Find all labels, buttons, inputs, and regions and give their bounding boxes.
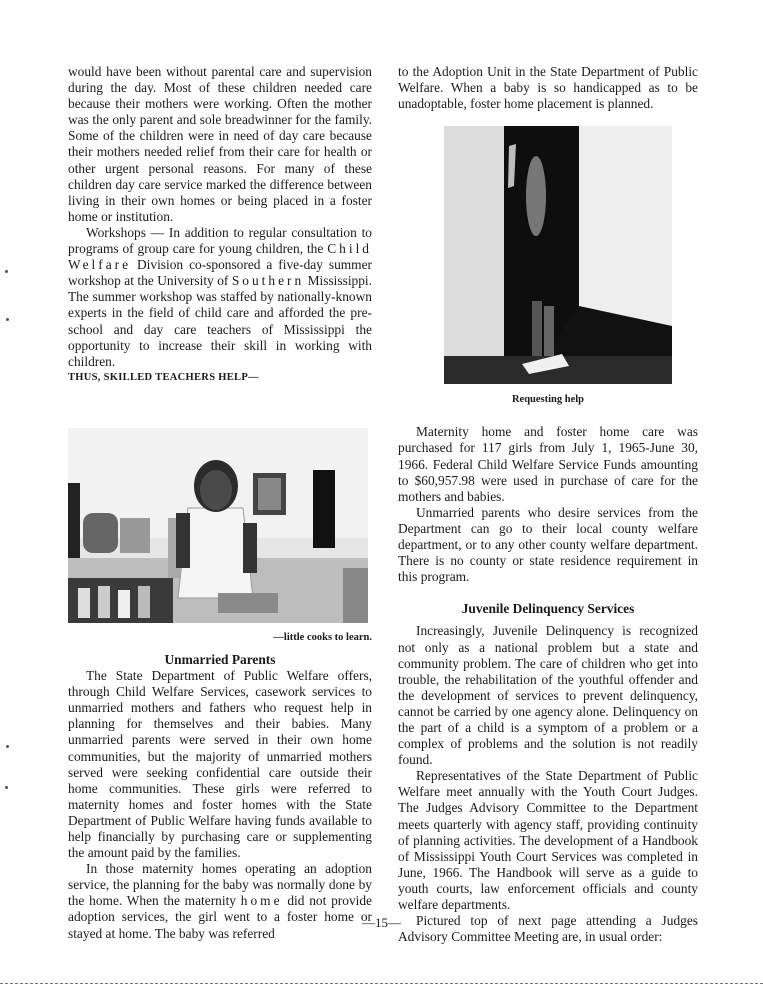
text-run: In those maternity homes operating an adoption service, the planning for the baby was normally done by the home. When the maternity — [68, 861, 372, 909]
photo-little-cooks-image — [68, 428, 368, 623]
paragraph-day-care: would have been without parental care and supervision during the day. Most of these children needed care because their mothers were working. Often the mother was the only parent and sole breadwinner for the family. Some of the children were in need of day care because their mothers needed relief from their care for health or other urgent personal reasons. For many of these children day care service marked the difference between living in their own homes or being placed in a foster home or institution. — [68, 64, 372, 224]
paragraph-adoption-unit: to the Adoption Unit in the State Department of Public Welfare. When a baby is so handicapped as to be unadoptable, foster home placement is planned. — [398, 64, 698, 112]
photo-caption-requesting-help: Requesting help — [511, 394, 585, 406]
text-run: Division co-sponsored a five-day summer workshop at the University of — [68, 257, 372, 289]
paragraph-pictured: Pictured top of next page attending a Judges Advisory Committee Meeting are, in usual order: — [398, 913, 698, 945]
text-run: Workshops — In addition to regular consultation to programs of group care for young children, the — [68, 224, 372, 257]
section-heading-juvenile-delinquency: Juvenile Delinquency Services — [461, 601, 635, 617]
photo-little-cooks — [68, 428, 368, 623]
paragraph-maternity-care: Maternity home and foster home care was purchased for 117 girls from July 1, 1965-June 30, 1966. Federal Child Welfare Service Funds amounting to $60,957.98 were used in purchase of care for the mothers and babies. — [398, 424, 698, 504]
right-column — [398, 64, 698, 945]
paragraph-delinquency: Increasingly, Juvenile Delinquency is recognized not only as a national problem but a state and community problem. The care of children who get into trouble, the rehabilitation of the youthful offender and the development of services to prevent delinquency, cannot be carried by one agency alone. Delinquency on the part of a child is a symptom of a problem or a complex of problems and the solution is not readily found. — [398, 623, 698, 768]
photo-requesting-help-image — [444, 126, 672, 384]
section-heading-unmarried-parents: Unmarried Parents — [164, 651, 276, 667]
page-number: —15— — [362, 915, 401, 930]
margin-mark — [6, 318, 9, 321]
text-run-spaced: Child Welfare — [68, 241, 372, 273]
margin-mark — [6, 745, 9, 748]
paragraph-unmarried-parents: The State Department of Public Welfare offers, through Child Welfare Services, casework services to unmarried mothers and fathers who request help in planning for themselves and their babies. Many unmarried parents were served in their own home communities, but the majority of unmarried mothers served were seeking confidential care outside their home communities. These girls were referred to maternity homes and foster homes with the State Department of Public Welfare having funds available to help financially by purchasing care or supplementing the amount paid by the families. — [68, 668, 372, 861]
photo-caption-little-cooks: —little cooks to learn. — [273, 631, 372, 643]
text-run: did not provide adoption services, the girl went to a foster home or stayed at home. The baby was referred — [68, 893, 373, 941]
text-run: Mississippi. The summer workshop was staffed by nationally-known experts in the field of child care and afforded the pre-school and day care teachers of Mississippi the opportunity to increase their skill in working with children. — [68, 273, 372, 369]
text-run-spaced: home — [240, 893, 283, 909]
photo-lead-label: THUS, SKILLED TEACHERS HELP— — [68, 371, 259, 383]
left-column — [68, 64, 372, 942]
paragraph-workshops — [68, 225, 372, 370]
paragraph-unmarried-services: Unmarried parents who desire services from the Department can go to their local county welfare department, or to any other county welfare department. There is no county or state residence requirement in this program. — [398, 504, 698, 585]
photo-requesting-help — [444, 126, 672, 384]
margin-mark — [5, 270, 8, 273]
paragraph-youth-court: Representatives of the State Department of Public Welfare meet annually with the Youth Court Judges. The Judges Advisory Committee to the Department meets quarterly with agency staff, providing continuity of planning activities. The development of a Handbook of Mississippi Youth Court Services was completed in June, 1966. The Handbook will serve as a guide to youth courts, law enforcement officials and county welfare departments. — [398, 768, 698, 912]
margin-mark — [5, 786, 8, 789]
bottom-rule — [0, 983, 763, 984]
text-run-spaced: Southern — [231, 273, 305, 289]
